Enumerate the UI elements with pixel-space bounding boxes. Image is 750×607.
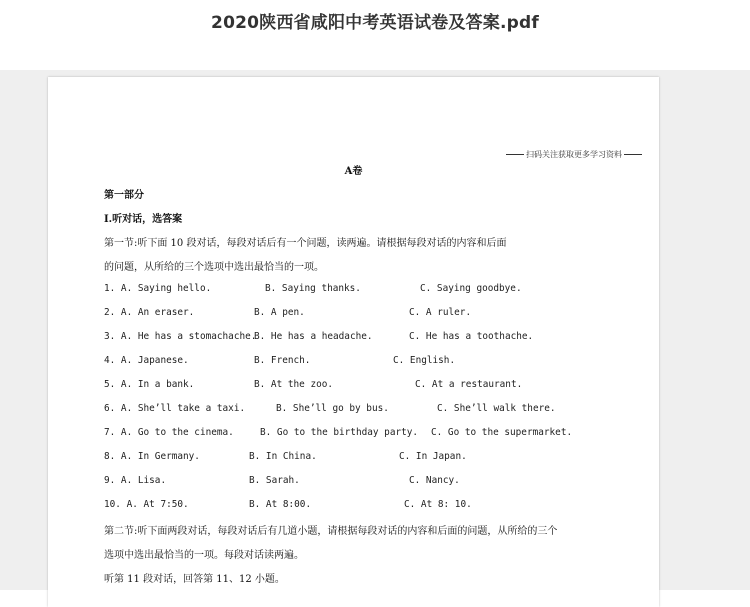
question-4-option-b: B. French. [254, 355, 311, 366]
question-1-option-c: C. Saying goodbye. [420, 283, 522, 294]
paper-title: A卷 [344, 166, 363, 177]
question-8-option-b: B. In China. [249, 451, 317, 462]
viewer-header [0, 0, 750, 70]
question-1-option-b: B. Saying thanks. [265, 283, 361, 294]
instructions-1-line-2: 的问题，从所给的三个选项中选出最恰当的一项。 [104, 262, 324, 273]
question-7-option-a: 7. A. Go to the cinema. [104, 427, 234, 438]
section-heading: I.听对话，选答案 [104, 214, 183, 225]
watermark-right-rule [624, 154, 642, 155]
instructions-1-line-1: 第一节:听下面 10 段对话，每段对话后有一个问题，读两遍。请根据每段对话的内容和后面 [104, 238, 507, 249]
question-10-option-a: 10. A. At 7:50. [104, 499, 189, 510]
watermark-banner [504, 149, 644, 161]
question-9-option-b: B. Sarah. [249, 475, 300, 486]
question-7-option-c: C. Go to the supermarket. [431, 427, 573, 438]
question-5-option-b: B. At the zoo. [254, 379, 334, 390]
question-5-option-c: C. At a restaurant. [415, 379, 523, 390]
question-6-option-c: C. She’ll walk there. [437, 403, 556, 414]
part-heading: 第一部分 [104, 190, 144, 201]
question-9-option-a: 9. A. Lisa. [104, 475, 167, 486]
instructions-2-line-1: 第二节:听下面两段对话，每段对话后有几道小题，请根据每段对话的内容和后面的问题，从所给的三个 [104, 526, 558, 537]
question-4-option-c: C. English. [393, 355, 456, 366]
question-5-option-a: 5. A. In a bank. [104, 379, 195, 390]
watermark-left-rule [506, 154, 524, 155]
question-7-option-b: B. Go to the birthday party. [260, 427, 419, 438]
question-2-option-a: 2. A. An eraser. [104, 307, 195, 318]
question-10-option-c: C. At 8: 10. [404, 499, 472, 510]
instructions-2-line-2: 选项中选出最恰当的一项。每段对话读两遍。 [104, 550, 304, 561]
question-1-option-a: 1. A. Saying hello. [104, 283, 212, 294]
question-6-option-b: B. She’ll go by bus. [276, 403, 389, 414]
question-8-option-c: C. In Japan. [399, 451, 467, 462]
instructions-2-line-3: 听第 11 段对话，回答第 11、12 小题。 [104, 574, 285, 585]
question-6-option-a: 6. A. She’ll take a taxi. [104, 403, 246, 414]
question-4-option-a: 4. A. Japanese. [104, 355, 189, 366]
question-8-option-a: 8. A. In Germany. [104, 451, 200, 462]
question-2-option-c: C. A ruler. [409, 307, 472, 318]
watermark-text: 扫码关注获取更多学习资料 [526, 150, 622, 159]
question-2-option-b: B. A pen. [254, 307, 305, 318]
question-3-option-b: B. He has a headache. [254, 331, 373, 342]
question-3-option-a: 3. A. He has a stomachache. [104, 331, 257, 342]
question-3-option-c: C. He has a toothache. [409, 331, 534, 342]
question-9-option-c: C. Nancy. [409, 475, 460, 486]
document-title: 2020陕西省咸阳中考英语试卷及答案.pdf [211, 13, 539, 33]
question-10-option-b: B. At 8:00. [249, 499, 312, 510]
